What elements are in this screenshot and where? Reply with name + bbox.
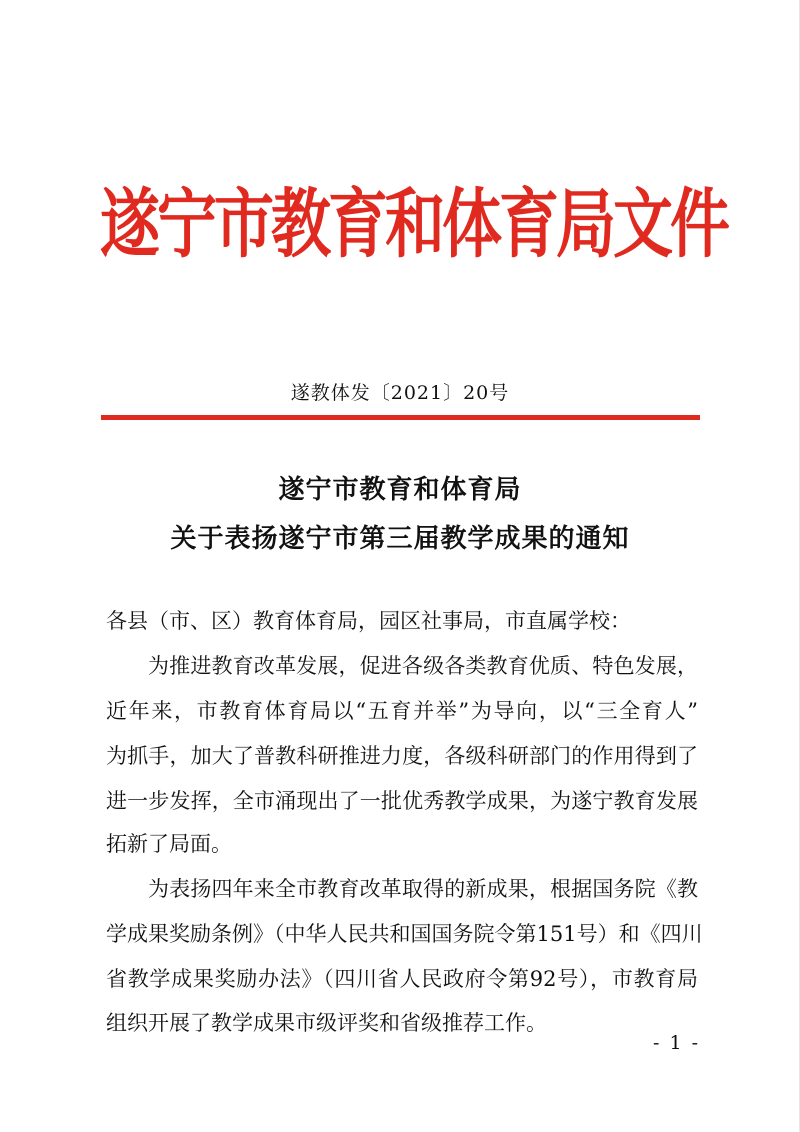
page-number: - 1 - xyxy=(652,1032,700,1054)
paragraph-1-line-4: 进一步发挥，全市涌现出了一批优秀教学成果，为遂宁教育发展 xyxy=(106,789,698,813)
red-divider-rule xyxy=(101,415,700,420)
issuer-header: 遂宁市教育和体育局文件 xyxy=(100,181,727,269)
paragraph-2-line-4: 组织开展了教学成果市级评奖和省级推荐工作。 xyxy=(106,1011,547,1035)
paragraph-1-line-5: 拓新了局面。 xyxy=(106,832,232,856)
notice-title-line-2: 关于表扬遂宁市第三届教学成果的通知 xyxy=(170,524,630,554)
paragraph-1-line-1: 为推进教育改革发展，促进各级各类教育优质、特色发展， xyxy=(148,654,698,678)
addressee-line: 各县（市、区）教育体育局，园区社事局，市直属学校： xyxy=(106,609,631,633)
paragraph-2-line-3: 省教学成果奖励办法》（四川省人民政府令第92号），市教育局 xyxy=(106,967,698,991)
paragraph-2-line-2: 学成果奖励条例》（中华人民共和国国务院令第151号）和《四川 xyxy=(106,922,703,946)
notice-title-line-1: 遂宁市教育和体育局 xyxy=(278,475,522,505)
paragraph-1-line-3: 为抓手，加大了普教科研推进力度，各级科研部门的作用得到了 xyxy=(106,744,698,768)
paragraph-1-line-2: 近年来，市教育体育局以“五育并举”为导向，以“三全育人” xyxy=(106,699,698,723)
document-number: 遂教体发〔2021〕20号 xyxy=(290,382,510,404)
paragraph-2-line-1: 为表扬四年来全市教育改革取得的新成果，根据国务院《教 xyxy=(148,877,698,901)
